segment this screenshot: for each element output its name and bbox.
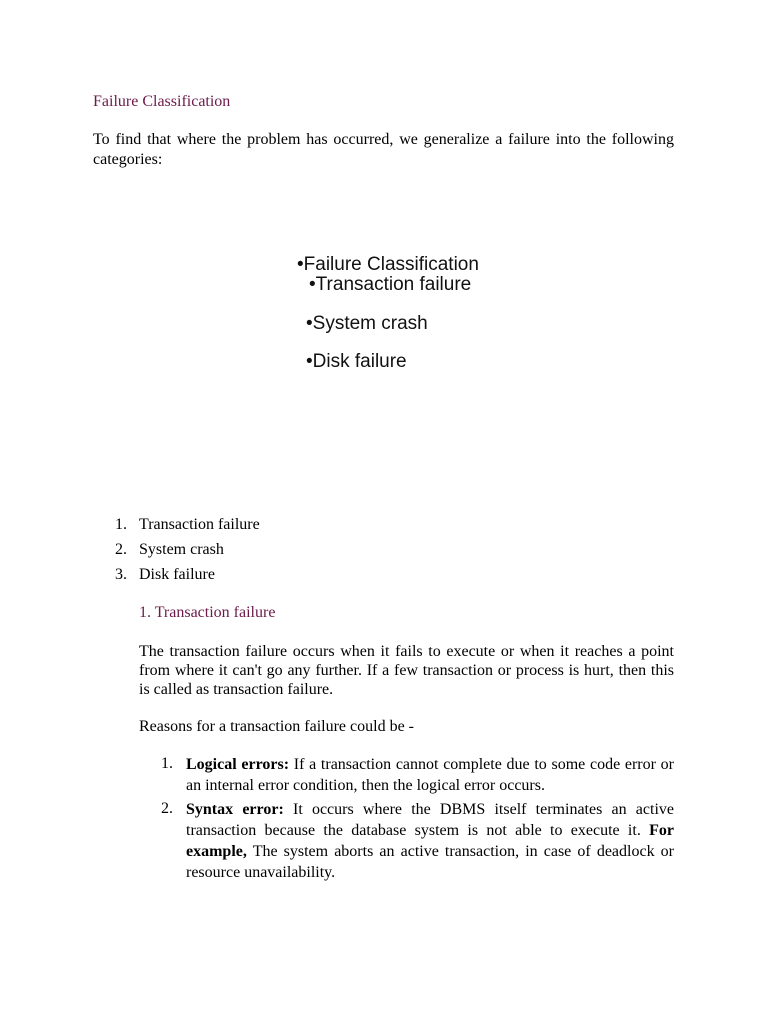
list-item — [161, 754, 674, 799]
reason-logical-errors — [186, 754, 674, 796]
list-item — [115, 565, 415, 590]
figure-item-failure-classification: •Failure Classification — [297, 254, 479, 275]
categories-list — [115, 515, 415, 590]
reason-description-continued: The system aborts an active transaction, in case of deadlock or resource unavailability. — [186, 843, 674, 881]
list-item-number: 1. — [115, 516, 127, 533]
reason-emphasis: For example, — [186, 822, 674, 860]
list-item-number: 1. — [161, 755, 173, 772]
figure-item-disk-failure: •Disk failure — [306, 351, 407, 372]
reasons-list — [161, 754, 674, 889]
reason-syntax-error — [186, 799, 674, 883]
page-title: Failure Classification — [93, 93, 231, 110]
transaction-failure-paragraph: The transaction failure occurs when it fails to execute or when it reaches a point from where it can't go any further. If a few transaction or process is hurt, then this is called as transaction failure. — [139, 643, 674, 698]
list-item-label: Disk failure — [139, 566, 215, 583]
reasons-intro: Reasons for a transaction failure could be - — [139, 718, 415, 735]
list-item — [115, 540, 415, 565]
list-item — [115, 515, 415, 540]
classification-figure — [280, 250, 540, 380]
section-heading-transaction-failure: 1. Transaction failure — [139, 604, 276, 621]
figure-item-system-crash: •System crash — [306, 313, 428, 334]
reason-description: It occurs where the DBMS itself terminates an active transaction because the database system is not able to execute it. — [186, 801, 675, 839]
figure-item-transaction-failure: •Transaction failure — [309, 274, 472, 295]
list-item-label: System crash — [139, 541, 224, 558]
reason-term: Logical errors: — [186, 756, 290, 773]
list-item — [161, 799, 674, 889]
intro-paragraph: To find that where the problem has occurred, we generalize a failure into the following categories: — [93, 131, 674, 168]
list-item-number: 2. — [161, 800, 173, 817]
list-item-number: 3. — [115, 566, 127, 583]
list-item-number: 2. — [115, 541, 127, 558]
list-item-label: Transaction failure — [139, 516, 260, 533]
reason-term: Syntax error: — [186, 801, 284, 818]
reason-description: If a transaction cannot complete due to some code error or an internal error condition, then the logical error occurs. — [186, 756, 675, 794]
